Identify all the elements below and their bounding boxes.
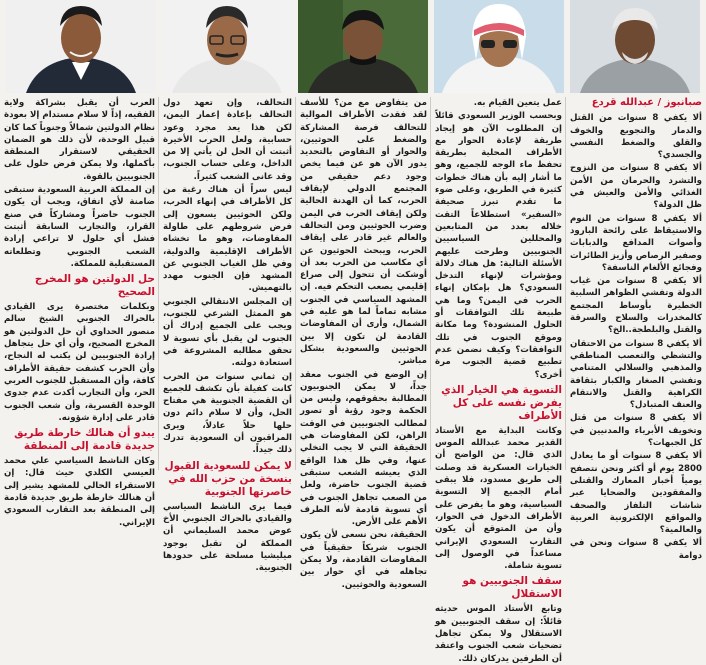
subheading: التسوية هي الخيار الذي يفرض نفسه على كل الأطراف [441,383,562,422]
portrait-photo-2 [434,0,564,93]
paragraph: إن ثماني سنوات من الحرب كانت كفيلة بأن تكشف للجميع أن القضية الجنوبية هي مفتاح الحل، وأن لا سلام دائم دون حلها حلاً عادلاً، ويرى المراقبون أن السعودية تدرك ذلك جيداً. [163,371,292,456]
portrait-1-image [570,0,700,93]
portrait-3-image [298,0,428,93]
portrait-photo-4 [162,0,292,93]
subheading: سقف الجنوبيين هو الاستقلال [462,575,562,601]
paragraph: وتابع الأستاذ الموس حديثه قائلاً: إن سقف الجنوبيين هو الاستقلال ولا يمكن تجاهل تضحيات شعب الجنوب واعتقد أن الطرفين يدركان ذلك. [435,604,562,664]
paragraph: التحالف، وإن تعهد دول التحالف بإعادة إعمار اليمن، لكن هذا يعد مجرد وعود حسابية، ولعل الحرب الأخيرة أثبتت أن الحل لن يأتي إلا من الداخل، وعلى حساب الجنوب، وقد عانى الشعب كثيراً. [163,98,292,182]
column-1 [569,97,703,561]
paragraph: ألا يكفي 8 سنوات ونحن في دوامة [570,538,702,561]
paragraph: عمل يتعين القيام به. [473,98,562,108]
paragraph: ألا يكفي 8 سنوات من غياب الدولة وتفشي الظواهر السلبية الخطيرة بأوساط المجتمع كالمخدرات والسلاح والسرقة والقتل والبلطجة..الخ؟ [570,276,703,336]
paragraph: فيما يرى الناشط السياسي والقيادي بالحراك الجنوبي الأخ عوض محمد السليماني أن المملكة لن تقبل بوجود ميليشيا مسلحة على حدودها الجنوبية. [163,501,292,574]
paragraph: إن المملكة العربية السعودية ستبقى ضامنة لأي اتفاق، ويجب أن يكون الجنوب حاضراً ومشاركاً في صنع القرار، والتجارب السابقة أثبتت فشل أي حلول لا تراعي إرادة الشعب الجنوبي وتطلعاته المستقبلية للمملكة. [4,185,155,269]
paragraph: ليس سراً أن هناك رغبة من كل الأطراف في إنهاء الحرب، ولكن الحوثيين يسعون إلى فرض شروطهم على طاولة المفاوضات، وهو ما تخشاه الأطراف الإقليمية والدولية، وفي ظل الغياب الجنوبي عن المشهد فإن الجنوب مهدد بالتهميش. [163,185,292,294]
paragraph: الحقيقة، نحن نسعى لأن يكون الجنوب شريكاً حقيقياً في المفاوضات القادمة، ولا يمكن تجاهله في أي حوار بين السعودية والحوثيين. [300,530,427,590]
portrait-photo-1 [570,0,700,93]
paragraph: إن الوضع في الجنوب معقد جداً، لا يمكن الجنوبيون المطالبة بحقوقهم، وليس من الحكمة وجود رؤية أو تصور لمطالب الجنوبيين في الوقت الراهن، لكن المفاوضات هي الحقيقة التي لا يجب التخلي عنها، وفي ظل هذا الواقع الذي يعيشه الشعب ستبقى قضية الجنوب حاضرة، ولعل من الصعب تجاهل الجنوب في أي تسوية قادمة لأنه الطرف الأهم على الأرض. [300,369,427,528]
paragraph: وكانت البداية مع الأستاذ القدير محمد عبدالله الموس الذي قال: من الواضح أن الخيارات العسكرية قد وصلت إلى طريق مسدود، فلا يبقى أمام الجميع إلا التسوية السياسية، وهو ما يفرض على الأطراف الدخول في الحوار، وأن من المتوقع أن يكون التقارب السعودي الإيراني مساعداً في الوصول إلى تسوية شاملة. [435,425,562,572]
portrait-photo-5 [6,0,156,93]
paragraph: ألا يكفي 8 سنوات من النوم والاستيقاظ على رائحة البارود وأصوات المدافع والدبابات وصفير الرصاص وأزيز الطائرات وفجائع الألغام الناسفة؟ [569,213,703,273]
portrait-4-image [162,0,292,93]
column-3 [300,97,427,590]
paragraph: من يتفاوض مع من؟ للأسف لقد فقدت الأطراف الموالية للتحالف فرصة المشاركة والضغط على الحوثيين، والحوار أو التفاوض بالتحديد يدور الآن هو عن فيما يخص وجود دعم حقيقي من المجتمع الدولي لإيقاف الحرب، كما أن الهدنة الحالية ولكن إيقاف الحرب في اليمن وضرب الحوثيين ومن التحالف والعالم غير قادر على إيقاف الحرب، ويبحث الحوثيون عن أي مكاسب من الحرب بعد أن أوشكت أن تتحول إلى صراع إقليمي يصعب التحكم فيه. إن المشهد السياسي في الجنوب مشابه تماماً لما هو عليه في الشمال، وأرى أن المفاوضات القادمة لن تكون إلا بين الحوثيين والسعودية بشكل مباشر. [300,98,427,367]
paragraph: ألا يكفي 8 سنوات أو ما يعادل 2800 يوم أو أكثر ونحن نتصفح يومياً أخبار المعارك والقتلى والمفقودين والضحايا عبر شاشات التلفاز والصحف والمواقع الإلكترونية العربية والعالمية؟ [570,451,703,536]
portrait-2-image [434,0,564,93]
author-signature: صبانبوز / عبدالله قردع [591,97,702,108]
subheading: لا يمكن للسعودية القبول بنسخة من حزب الله في خاصرتها الجنوبية [164,459,292,498]
paragraph: ألا يكفي 8 سنوات من النزوح والتشرد والحرمان من الأمن الغذائي والأمن والعيش في ظل الدولة؟ [570,163,702,211]
paragraph: إن المجلس الانتقالي الجنوبي هو الممثل الشرعي للجنوب، ويجب على الجميع إدراك أن الجنوب لن يقبل بأي تسوية لا تحقق مطالبه المشروعة في استعادة دولته. [163,296,292,369]
column-2 [435,97,562,664]
portrait-photo-3 [298,0,428,93]
paragraph: وبكلمات مختصرة يرى القيادي بالحراك الجنوبي الشيخ سالم منصور الحداوي أن حل الدولتين هو المخرج الصحيح، وأن أي حل يتجاهل إرادة الجنوبيين لن يكتب له النجاح، وأن الحرب كشفت حقيقة الأطراف كافة، وأن المستقبل للجنوب العربي الحر، وأن التجارب أكدت عدم جدوى الوحدة القسرية، وأن شعب الجنوب قادر على إدارة شؤونه. [4,302,155,423]
column-5 [4,97,155,528]
paragraph: وبحسب الوزير السعودي قائلاً إن المطلوب الآن هو إيجاد طريقة لإعادة الحوار مع الأطراف المحلية بطريقة تحفظ ماء الوجه للجميع، وهو ما أشار إليه بأن هناك خطوات كثيرة في الطريق، وعلى ضوء ما تقدم تبرز صحيفة «السفير» استطلاعاً التقت خلاله بعدد من المتابعين والمحللين السياسيين الجنوبيين وطرحت عليهم الأسئلة التالية: هل هناك دلالة ومؤشرات لإنهاء التدخل السعودي؟ هل بإمكان إنهاء الحرب في اليمن؟ وما هي طبيعة تلك التوافقات أو الحلول المنشودة؟ وما مكانة وموقع الجنوب في تلك التوافقات؟ وكيف نضمن عدم تطبيع قضية الجنوب مرة أخرى؟ [435,111,562,380]
paragraph: ألا يكفي 8 سنوات من قتل وتخويف الأبرياء والمدنيين في كل الجبهات؟ [570,413,702,449]
subheading: حل الدولتين هو المخرج الصحيح [34,273,155,299]
article-columns [0,97,706,664]
subheading: يبدو أن هنالك خارطة طريق جديدة قادمة إلى المنطقة [14,427,155,453]
paragraph: وكان الناشط السياسي علي محمد العيسي الكلدي حيث قال: إن الاستقراء الحالي للمشهد يشير إلى أن هنالك خارطة طريق جديدة قادمة إلى المنطقة بعد التقارب السعودي الإيراني. [4,456,155,528]
photo-strip [0,0,706,93]
portrait-5-image [6,0,156,93]
paragraph: العرب أن يقبل بشراكة ولاية الفقيه، إذاً لا سلام مستدام إلا بعودة نظام الدولتين شمالاً وجنوباً كما كان قبيل الوحدة، لأن ذلك هو الضمان الحقيقي لاستقرار المنطقة بأكملها، ولا يمكن فرض حلول على الجنوبيين بالقوة. [4,98,155,182]
column-4 [163,97,292,574]
paragraph: ألا يكفي 8 سنوات من القتل والدمار والتجويع والخوف والقلق والضغط النفسي والجسدي؟ [570,113,702,161]
paragraph: ألا يكفي 8 سنوات من الاحتقان والتشظي والتعصب المناطقي والمذهبي والسلالي المتنامي وتفشي الصغار والكبار بثقافة الكراهية والقتل والانتقام والعنف المتبادل؟ [570,338,702,411]
